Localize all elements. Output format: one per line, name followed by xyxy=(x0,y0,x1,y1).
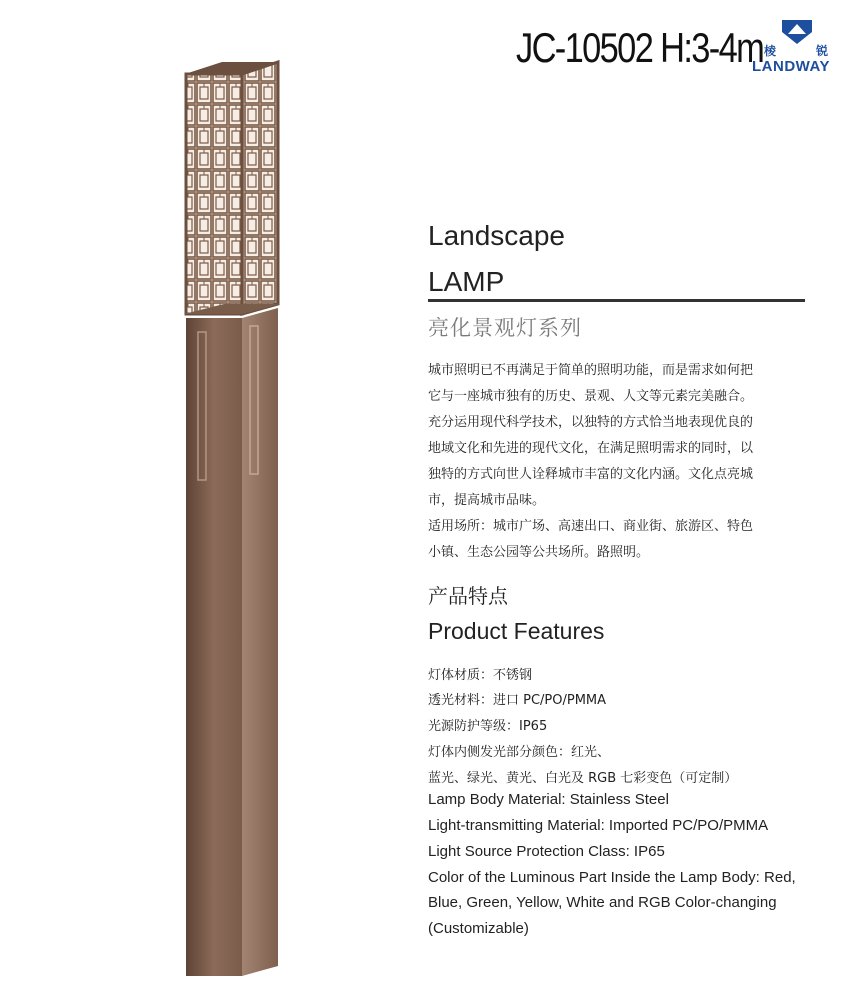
features-heading-en: Product Features xyxy=(428,618,605,644)
features-heading-cn: 产品特点 xyxy=(428,584,508,608)
title-line-2: LAMP xyxy=(428,266,505,297)
description-line: 地域文化和先进的现代文化，在满足照明需求的同时，以 xyxy=(428,441,754,456)
brand-logo xyxy=(752,18,842,78)
description-line: 它与一座城市独有的历史、景观、人文等元素完美融合。 xyxy=(428,389,754,404)
description-line: 充分运用现代科学技术，以独特的方式恰当地表现优良的 xyxy=(428,415,754,430)
feature-line-cn: 灯体内侧发光部分颜色：红光、 xyxy=(428,745,611,760)
feature-line-en: Blue, Green, Yellow, White and RGB Color-changing xyxy=(428,894,777,911)
feature-line-cn: 透光材料：进口 PC/PO/PMMA xyxy=(428,693,607,708)
feature-line-cn: 灯体材质：不锈钢 xyxy=(428,668,533,683)
description-line: 适用场所：城市广场、高速出口、商业街、旅游区、特色 xyxy=(428,519,754,534)
series-subtitle: 亮化景观灯系列 xyxy=(428,316,582,340)
shield-logo-icon xyxy=(780,18,814,46)
feature-line-en: Lamp Body Material: Stainless Steel xyxy=(428,791,669,808)
feature-line-cn: 蓝光、绿光、黄光、白光及 RGB 七彩变色（可定制） xyxy=(428,771,738,786)
title-line-1: Landscape xyxy=(428,220,566,251)
feature-line-en: (Customizable) xyxy=(428,920,529,937)
description-line: 独特的方式向世人诠释城市丰富的文化内涵。文化点亮城 xyxy=(428,467,754,482)
logo-wordmark: LANDWAY xyxy=(752,58,830,75)
description-line: 小镇、生态公园等公共场所。路照明。 xyxy=(428,545,650,560)
logo-cn-left: 棱 xyxy=(764,44,777,58)
feature-line-cn: 光源防护等级：IP65 xyxy=(428,719,548,734)
model-heading: JC-10502 H:3-4m xyxy=(516,24,764,71)
title-divider xyxy=(428,299,805,302)
feature-line-en: Light-transmitting Material: Imported PC/PO/PMMA xyxy=(428,817,769,834)
description-line: 市，提高城市品味。 xyxy=(428,493,546,508)
logo-cn-right: 锐 xyxy=(816,44,829,58)
feature-line-en: Color of the Luminous Part Inside the Lamp Body: Red, xyxy=(428,869,796,886)
landscape-lamp-illustration xyxy=(180,60,290,980)
feature-line-en: Light Source Protection Class: IP65 xyxy=(428,843,665,860)
description-line: 城市照明已不再满足于简单的照明功能，而是需求如何把 xyxy=(428,363,754,378)
